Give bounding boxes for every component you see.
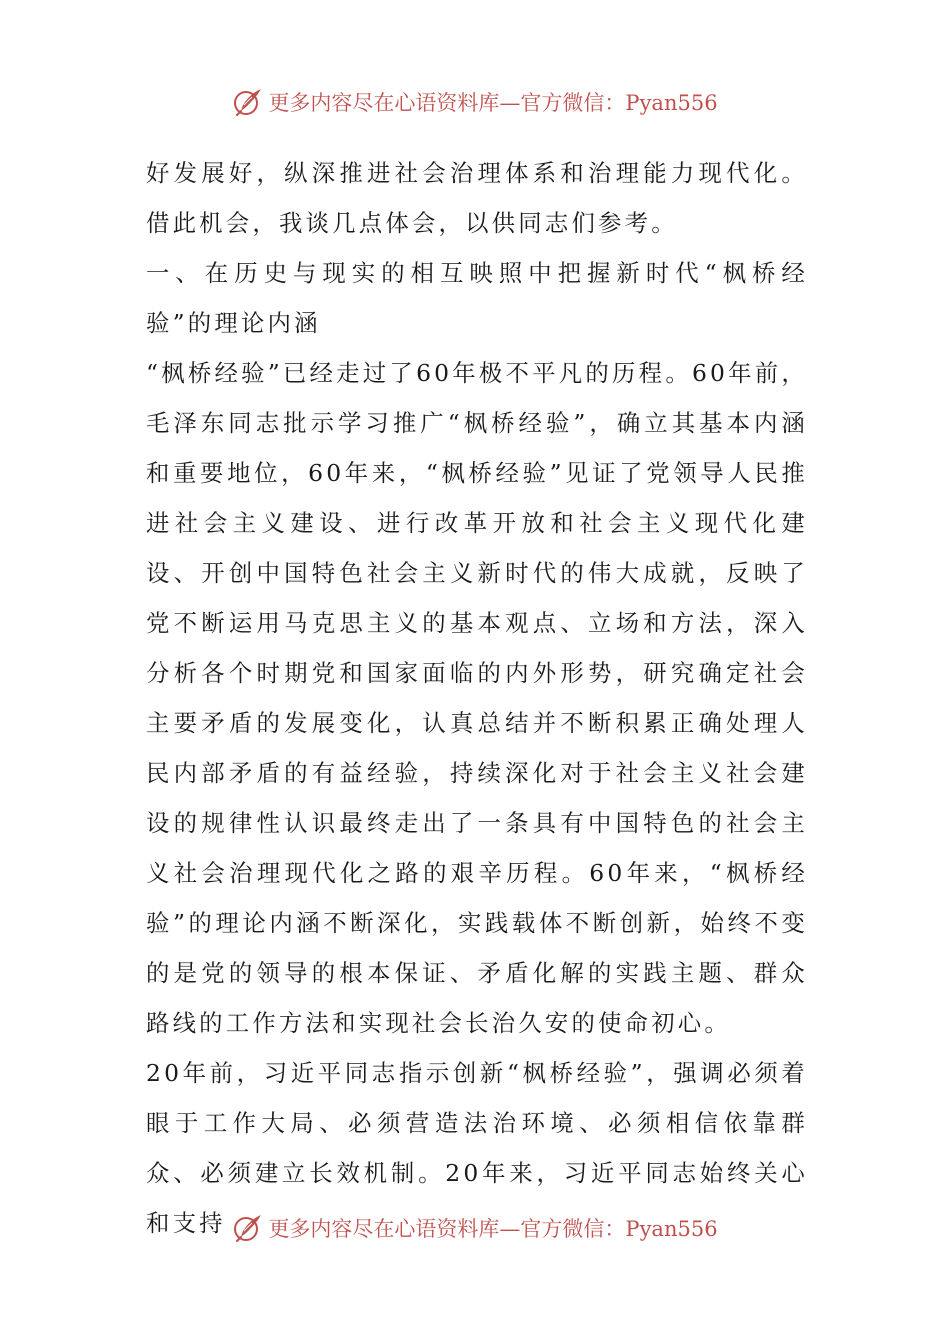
quill-pen-logo-icon [232, 86, 264, 118]
document-body [146, 148, 808, 1248]
header-banner [0, 80, 950, 124]
paragraph-intro: 好发展好，纵深推进社会治理体系和治理能力现代化。借此机会，我谈几点体会，以供同志们参考。 [146, 159, 808, 237]
paragraph-60-years: “枫桥经验”已经走过了60年极不平凡的历程。60年前，毛泽东同志批示学习推广“枫桥经验”，确立其基本内涵和重要地位，60年来，“枫桥经验”见证了党领导人民推进社会主义建设、进行改革开放和社会主义现代化建设、开创中国特色社会主义新时代的伟大成就，反映了党不断运用马克思主义的基本观点、立场和方法，深入分析各个时期党和国家面临的内外形势，研究确定社会主要矛盾的发展变化，认真总结并不断积累正确处理人民内部矛盾的有益经验，持续深化对于社会主义社会建设的规律性认识最终走出了一条具有中国特色的社会主义社会治理现代化之路的艰辛历程。60年来，“枫桥经验”的理论内涵不断深化，实践载体不断创新，始终不变的是党的领导的根本保证、矛盾化解的实践主题、群众路线的工作方法和实现社会长治久安的使命初心。 [146, 359, 808, 1037]
footer-banner-text: 更多内容尽在心语资料库—官方微信：Pyan556 [268, 1217, 718, 1241]
header-banner-text: 更多内容尽在心语资料库—官方微信：Pyan556 [268, 91, 718, 115]
section-heading-1: 一、在历史与现实的相互映照中把握新时代“枫桥经验”的理论内涵 [146, 259, 808, 337]
footer-banner [0, 1206, 950, 1250]
paragraph-20-years: 20年前，习近平同志指示创新“枫桥经验”，强调必须着眼于工作大局、必须营造法治环境、必须相信依靠群众、必须建立长效机制。20年来，习近平同志始终关心和支持 [146, 1059, 808, 1237]
quill-pen-logo-icon [232, 1212, 264, 1244]
